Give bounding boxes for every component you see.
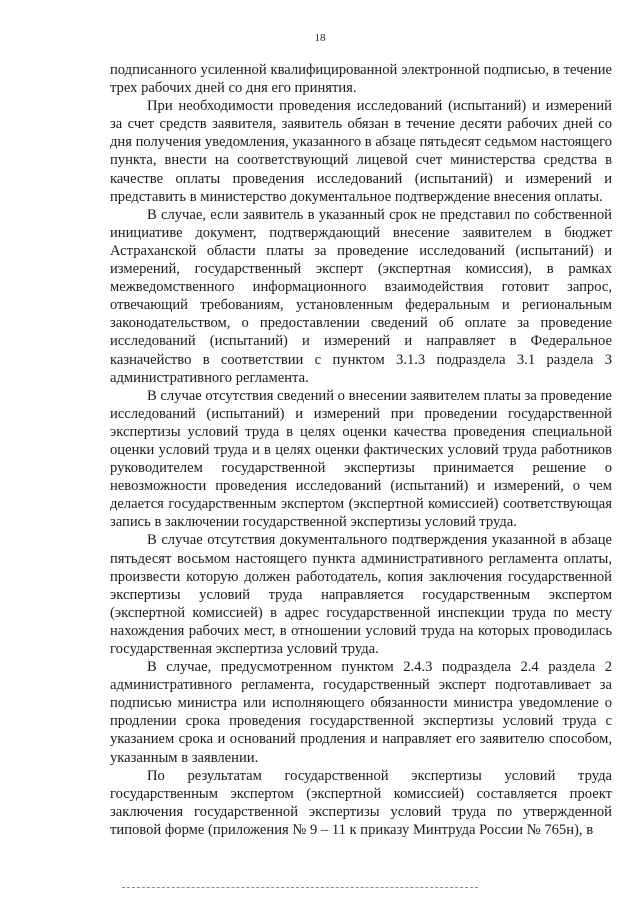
paragraph-draft-conclusion: По результатам государственной экспертизы условий труда государственным экспертом (экспертной комиссией) составляется проект заключения государственной экспертизы условий труда по утвержденной типовой форме (приложения № 9 – 11 к приказу Минтруда России № 765н), в [110,767,612,838]
paragraph-treasury-request: В случае, если заявитель в указанный срок не представил по собственной инициативе документ, подтверждающий внесение заявителем в бюджет Астраханской области платы за проведение исследований (испытаний) и измерений, государственный эксперт (экспертная комиссия), в рамках межведомственного информационного взаимодействия готовит запрос, отвечающий требованиям, установленным федеральным и региональным законодательством, о предоставлении сведений об оплате за проведение исследований (испытаний) и измерений и направляет в Федеральное казначейство в соответствии с пунктом 3.1.3 подраздела 3.1 раздела 3 административного регламента. [110,206,612,386]
paragraph-payment-obligation: При необходимости проведения исследований (испытаний) и измерений за счет средств заявителя, заявитель обязан в течение десяти рабочих дней со дня получения уведомления, указанного в абзаце пятьдесят седьмом настоящего пункта, внести на соответствующий лицевой счет министерства средства в качестве оплаты проведения исследований (испытаний) и измерений и представить в министерство документальное подтверждение внесения оплаты. [110,98,612,205]
footer-divider [122,887,478,888]
paragraph-continuation: подписанного усиленной квалифицированной электронной подписью, в течение трех рабочих дней со дня его принятия. [110,62,612,97]
page-number: 18 [314,32,326,44]
paragraph-no-payment-info: В случае отсутствия сведений о внесении заявителем платы за проведение исследований (испытаний) и измерений при проведении государственной экспертизы условий труда в целях оценки качества проведения специальной оценки условий труда и в целях оценки фактических условий труда работников руководителем государственной экспертизы принимается решение о невозможности проведения исследований (испытаний) и измерений, о чем делается государственным экспертом (экспертной комиссией) соответствующая запись в заключении государственной экспертизы условий труда. [110,387,612,531]
paragraph-extension-notice: В случае, предусмотренном пунктом 2.4.3 подраздела 2.4 раздела 2 административного регламента, государственный эксперт подготавливает за подписью министра или исполняющего обязанности министра уведомление о продлении срока проведения государственной экспертизы условий труда с указанием срока и оснований продления и направляет его заявителю способом, указанным в заявлении. [110,659,612,766]
paragraph-labor-inspection: В случае отсутствия документального подтверждения указанной в абзаце пятьдесят восьмом настоящего пункта административного регламента оплаты, произвести которую должен работодатель, копия заключения государственной экспертизы условий труда направляется государственным экспертом (экспертной комиссией) в адрес государственной инспекции труда по месту нахождения рабочих мест, в отношении условий труда на которых проводилась государственная экспертиза условий труда. [110,532,612,657]
document-body [110,61,612,839]
